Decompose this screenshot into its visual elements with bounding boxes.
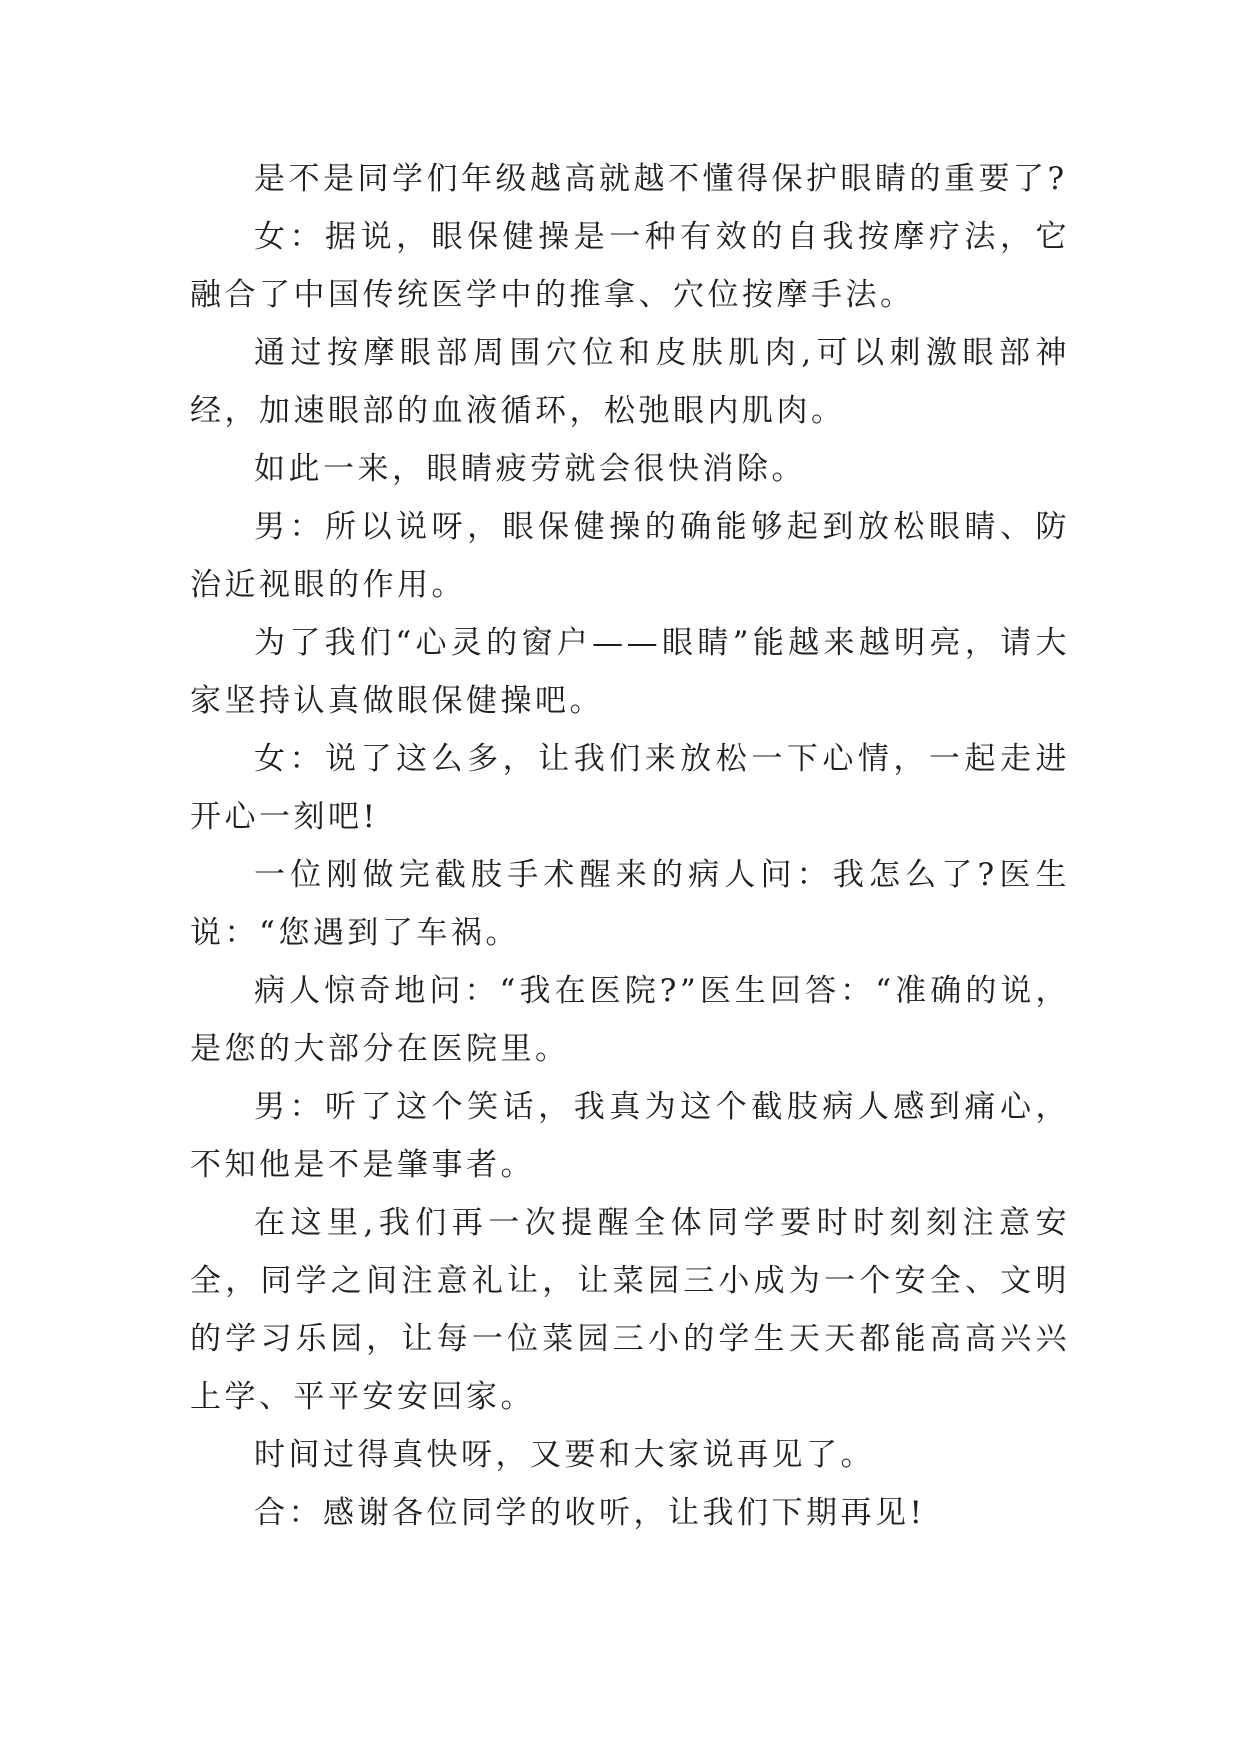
document-body: [190, 150, 1070, 1542]
paragraph-2: 女：据说，眼保健操是一种有效的自我按摩疗法，它融合了中国传统医学中的推拿、穴位按摩手法。: [190, 219, 1070, 313]
paragraph-10: 男：听了这个笑话，我真为这个截肢病人感到痛心，不知他是不是肇事者。: [190, 1089, 1070, 1183]
paragraph-12: 时间过得真快呀，又要和大家说再见了。: [254, 1437, 875, 1473]
paragraph-9: 病人惊奇地问：“我在医院?”医生回答：“准确的说，是您的大部分在医院里。: [190, 973, 1070, 1067]
paragraph-1: 是不是同学们年级越高就越不懂得保护眼睛的重要了?: [254, 161, 1068, 197]
paragraph-7: 女：说了这么多，让我们来放松一下心情，一起走进开心一刻吧!: [190, 741, 1070, 835]
paragraph-13: 合：感谢各位同学的收听，让我们下期再见!: [254, 1495, 926, 1531]
paragraph-3: 通过按摩眼部周围穴位和皮肤肌肉,可以刺激眼部神经，加速眼部的血液循环，松弛眼内肌肉。: [190, 335, 1070, 429]
paragraph-5: 男：所以说呀，眼保健操的确能够起到放松眼睛、防治近视眼的作用。: [190, 509, 1070, 603]
paragraph-8: 一位刚做完截肢手术醒来的病人问：我怎么了?医生说：“您遇到了车祸。: [190, 857, 1070, 951]
paragraph-11: 在这里,我们再一次提醒全体同学要时时刻刻注意安全，同学之间注意礼让，让菜园三小成为一个安全、文明的学习乐园，让每一位菜园三小的学生天天都能高高兴兴上学、平平安安回家。: [190, 1205, 1070, 1415]
paragraph-4: 如此一来，眼睛疲劳就会很快消除。: [254, 451, 806, 487]
paragraph-6: 为了我们“心灵的窗户——眼睛”能越来越明亮，请大家坚持认真做眼保健操吧。: [190, 625, 1070, 719]
